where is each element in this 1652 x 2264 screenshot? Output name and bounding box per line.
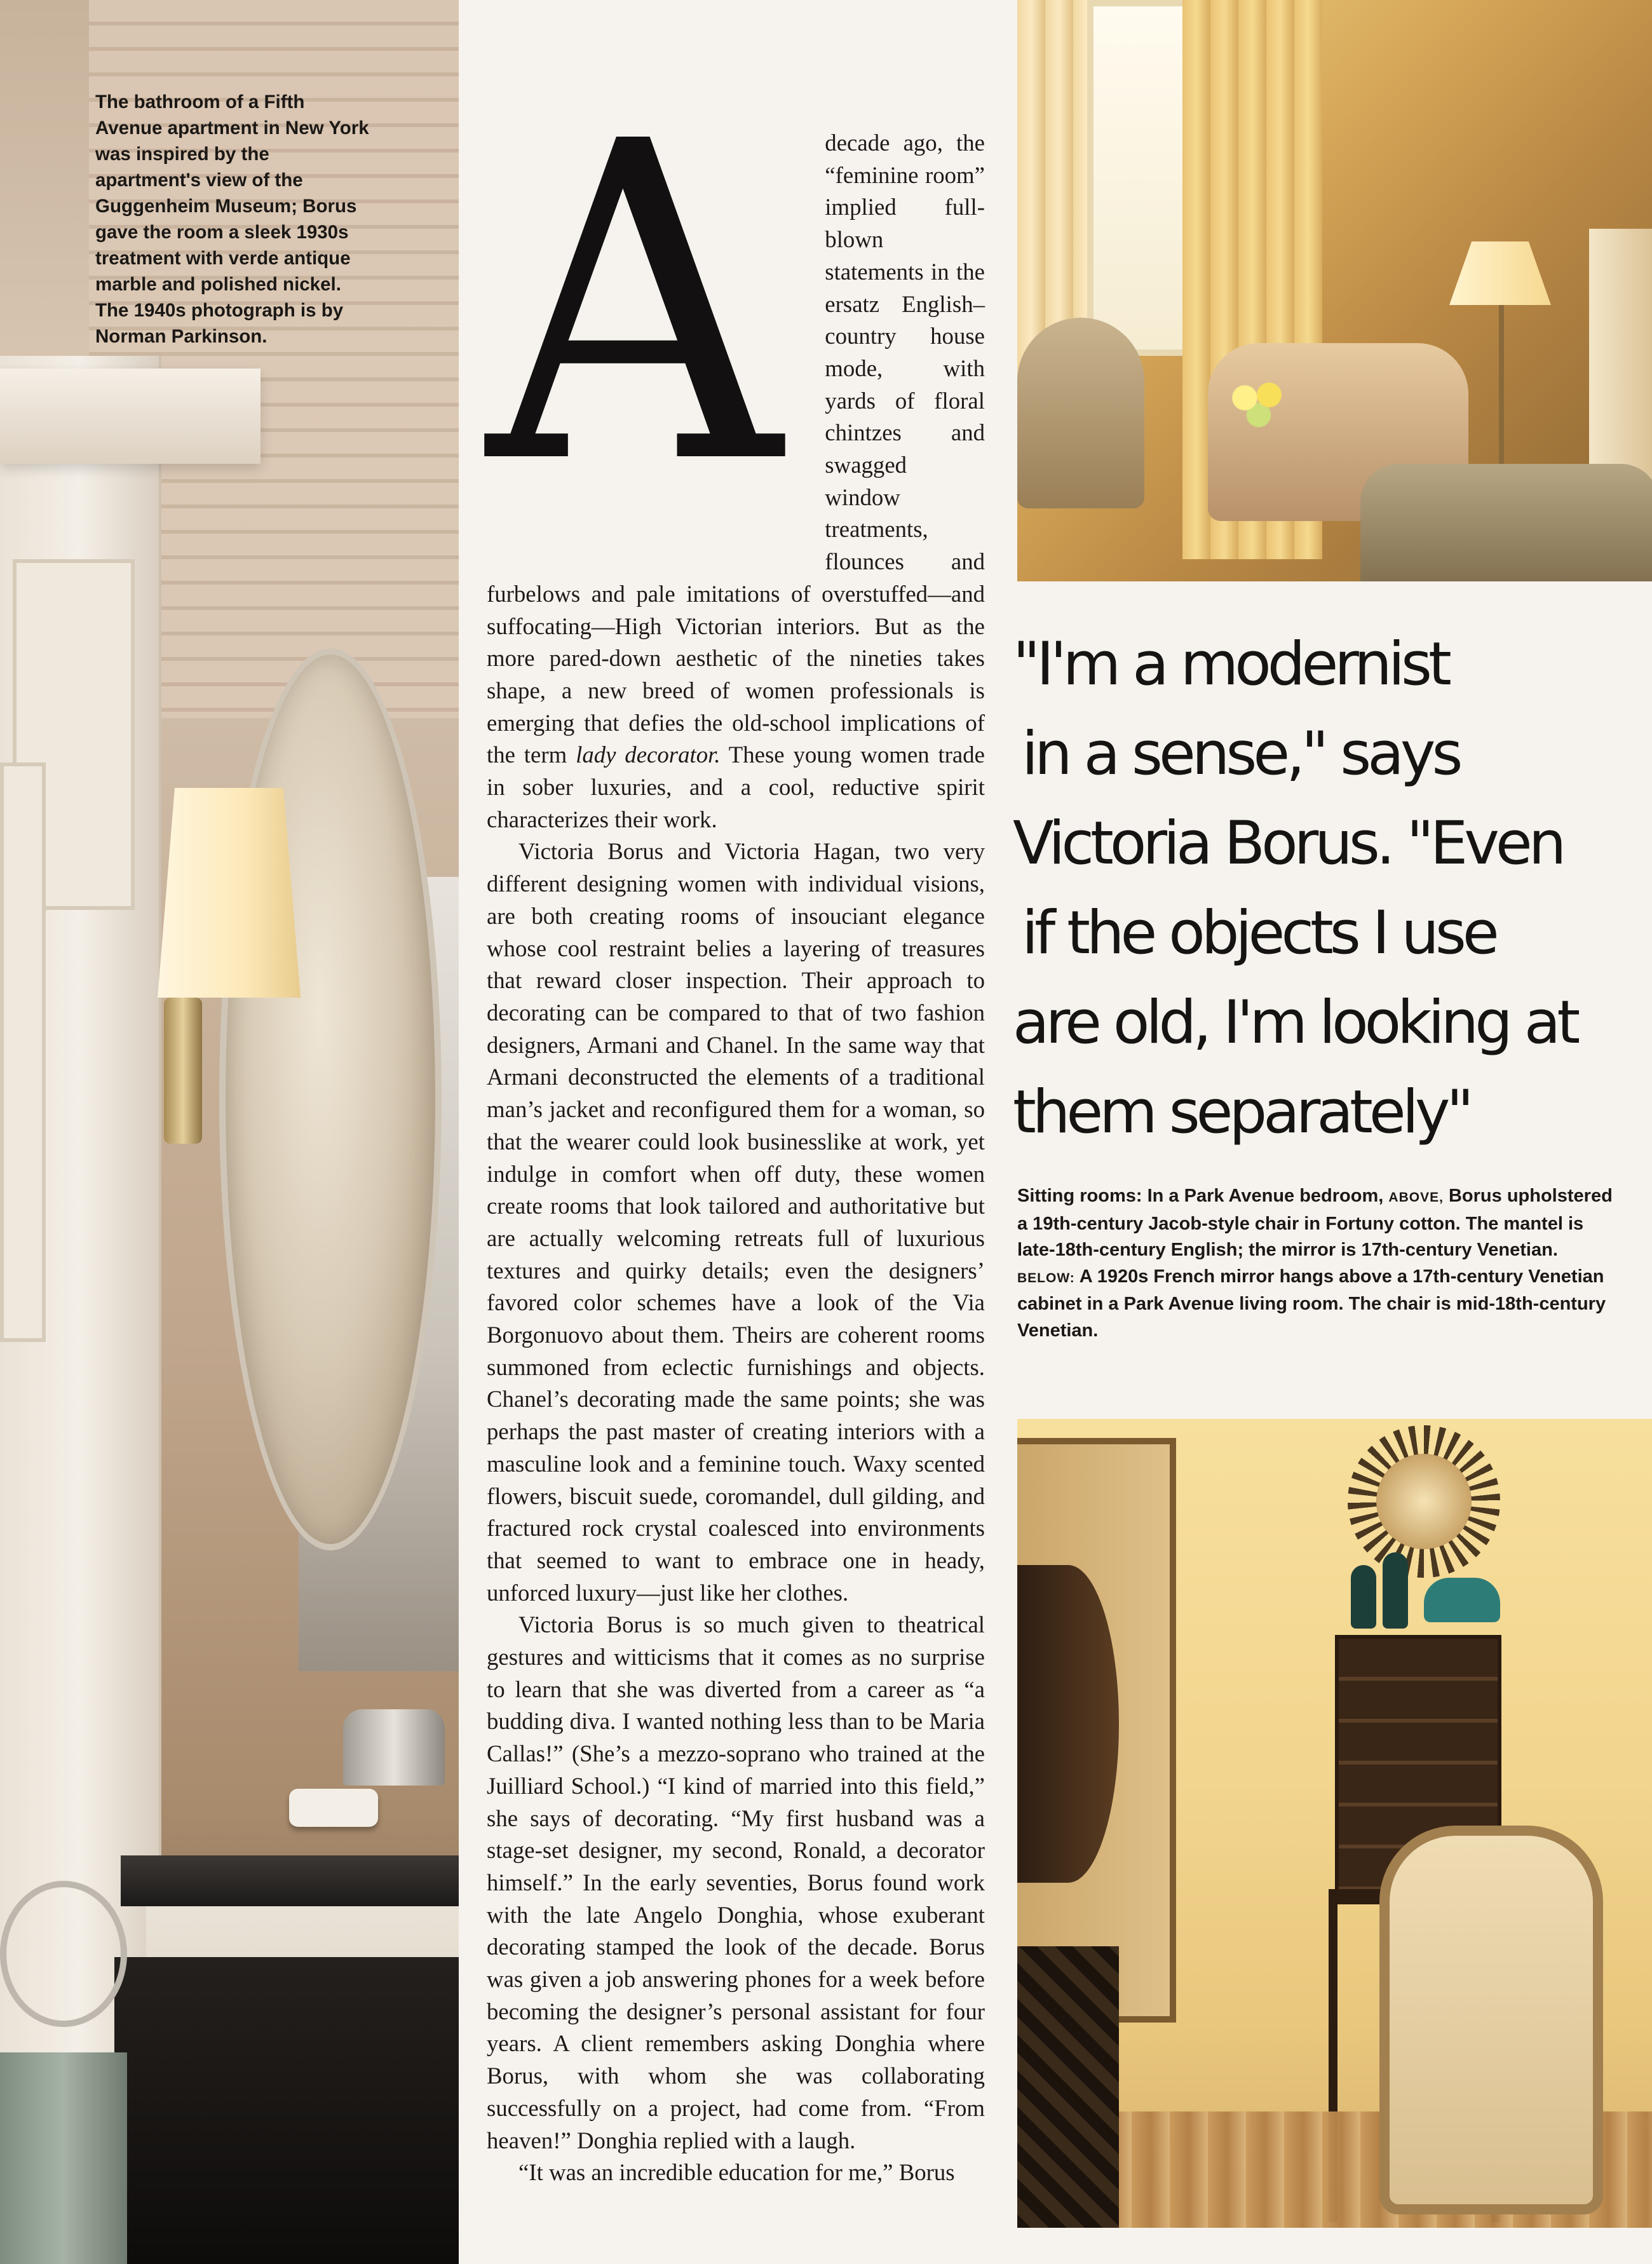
- paragraph-text: These young women trade in sober luxuries, and a cool, reductive spirit characterizes their work.: [487, 742, 985, 832]
- flowers: [1224, 375, 1294, 432]
- article-paragraph: Victoria Borus and Victoria Hagan, two very different designing women with individual visions, are both creating rooms of insouciant elegance whose cool restraint belies a layering of treasures that reward closer inspection. Their approach to decorating can be compared to that of two fashion designers, Armani and Chanel. In the same way that Armani deconstructed the elements of a traditional man’s jacket and reconfigured them for a woman, so that the wearer could look businesslike at work, yet indulge in comfort when off duty, these women create rooms that look tailored and authoritative but are actually welcoming retreats full of luxurious textures and quirky details; even the designers’ favored color schemes have a look of the Via Borgonuovo about them. Theirs are coherent rooms summoned from eclectic furnishings and objects. Chanel’s decorating made the same points; she was perhaps the past master of creating interiors with a masculine look and a feminine touch. Waxy scented flowers, biscuit suede, coromandel, dull gilding, and fractured rock crystal coalesced into environments that seemed to want to embrace one in heady, unforced luxury—just like her clothes.: [487, 838, 985, 1606]
- article-column: [487, 50, 985, 2189]
- pull-quote: [1013, 620, 1648, 1157]
- pull-quote-line: in a sense," says: [1022, 719, 1459, 789]
- vase: [1383, 1552, 1408, 1629]
- towel-ring: [0, 1881, 127, 2027]
- article-paragraph: “It was an incredible education for me,” Borus: [518, 2159, 955, 2186]
- sconce-shade: [158, 788, 301, 998]
- pull-quote-line: if the objects I use: [1022, 898, 1496, 968]
- vase: [1351, 1565, 1376, 1629]
- dark-counter: [114, 1957, 459, 2264]
- bench: [1017, 1946, 1119, 2228]
- mirror-glass: [1376, 1454, 1472, 1549]
- soap: [289, 1789, 378, 1827]
- mantel: [1589, 229, 1652, 496]
- sconce-arm: [164, 998, 202, 1144]
- article-paragraph: [487, 50, 985, 836]
- pull-quote-line: are old, I'm looking at: [1013, 988, 1577, 1057]
- marble-vanity: [121, 1855, 459, 1906]
- venetian-chair: [1379, 1826, 1603, 2214]
- caption-direction: ABOVE,: [1388, 1190, 1444, 1205]
- caption-text: A 1920s French mirror hangs above a 17th-century Venetian cabinet in a Park Avenue living room. The chair is mid-18th-century Venetian.: [1017, 1266, 1606, 1341]
- emphasis-text: lady decorator.: [576, 742, 721, 768]
- faucet: [343, 1709, 445, 1786]
- article-paragraph: Victoria Borus is so much given to theatrical gestures and witticisms that it comes as no surprise to learn that she was diverted from a career as “a budding diva. I wanted nothing less than to be Maria Callas!” (She’s a mezzo-soprano who trained at the Juilliard School.) “I kind of married into this field,” she says of decorating. “My first husband was a stage-set designer, my second, Ronald, a decorator himself.” In the early seventies, Borus found work with the late Angelo Donghia, whose exuberant decorating stamped the look of the decade. Borus was given a job answering phones for a week before becoming the designer’s personal assistant for four years. A client remembers asking Donghia where Borus, with whom she was collaborating successfully on a project, had come from. “From heaven!” Donghia replied with a laugh.: [487, 1611, 985, 2153]
- sofa: [1360, 464, 1652, 581]
- paragraph-text: decade ago, the “feminine room” implied full-blown statements in the ersatz English–country house mode, with yards of floral chintzes and swagged window treatments, flounces and furbelows and pale imitations of overstuffed—and suffocating—High Victorian interiors. But as the more pared-down aesthetic of the nineties takes shape, a new breed of women professionals is emerging that defies the old-school implications of the term: [487, 130, 985, 768]
- cabinet-panel: [0, 763, 46, 1342]
- pull-quote-line: "I'm a modernist: [1013, 630, 1448, 699]
- caption-text: Sitting rooms: In a Park Avenue bedroom,: [1017, 1186, 1384, 1206]
- sitting-rooms-caption: [1017, 1183, 1615, 1344]
- armchair: [1017, 318, 1144, 508]
- living-room-photo: [1017, 1419, 1652, 2228]
- bedroom-photo: [1017, 0, 1652, 581]
- oval-mirror: [219, 648, 442, 1550]
- bathroom-caption: The bathroom of a Fifth Avenue apartment in New York was inspired by the apartment's view of the Guggenheim Museum; Borus gave the room a sleek 1930s treatment with verde antique marble and polished nickel. The 1940s photograph is by Norman Parkinson.: [95, 92, 369, 347]
- towel: [0, 2052, 127, 2264]
- caption-direction: BELOW:: [1017, 1270, 1075, 1285]
- lamp-shade: [1449, 241, 1551, 305]
- pull-quote-line: them separately": [1013, 1078, 1470, 1147]
- cabinet-cornice: [0, 369, 261, 464]
- drop-cap: A: [487, 50, 782, 560]
- pull-quote-line: Victoria Borus. "Even: [1013, 809, 1563, 878]
- caption-text: Borus upholstered a 19th-century Jacob-style chair in Fortuny cotton. The mantel is late-18th-century English; the mirror is 17th-century Venetian.: [1017, 1186, 1613, 1260]
- artwork-shape: [1017, 1565, 1119, 1883]
- ceramic-dog: [1424, 1578, 1500, 1622]
